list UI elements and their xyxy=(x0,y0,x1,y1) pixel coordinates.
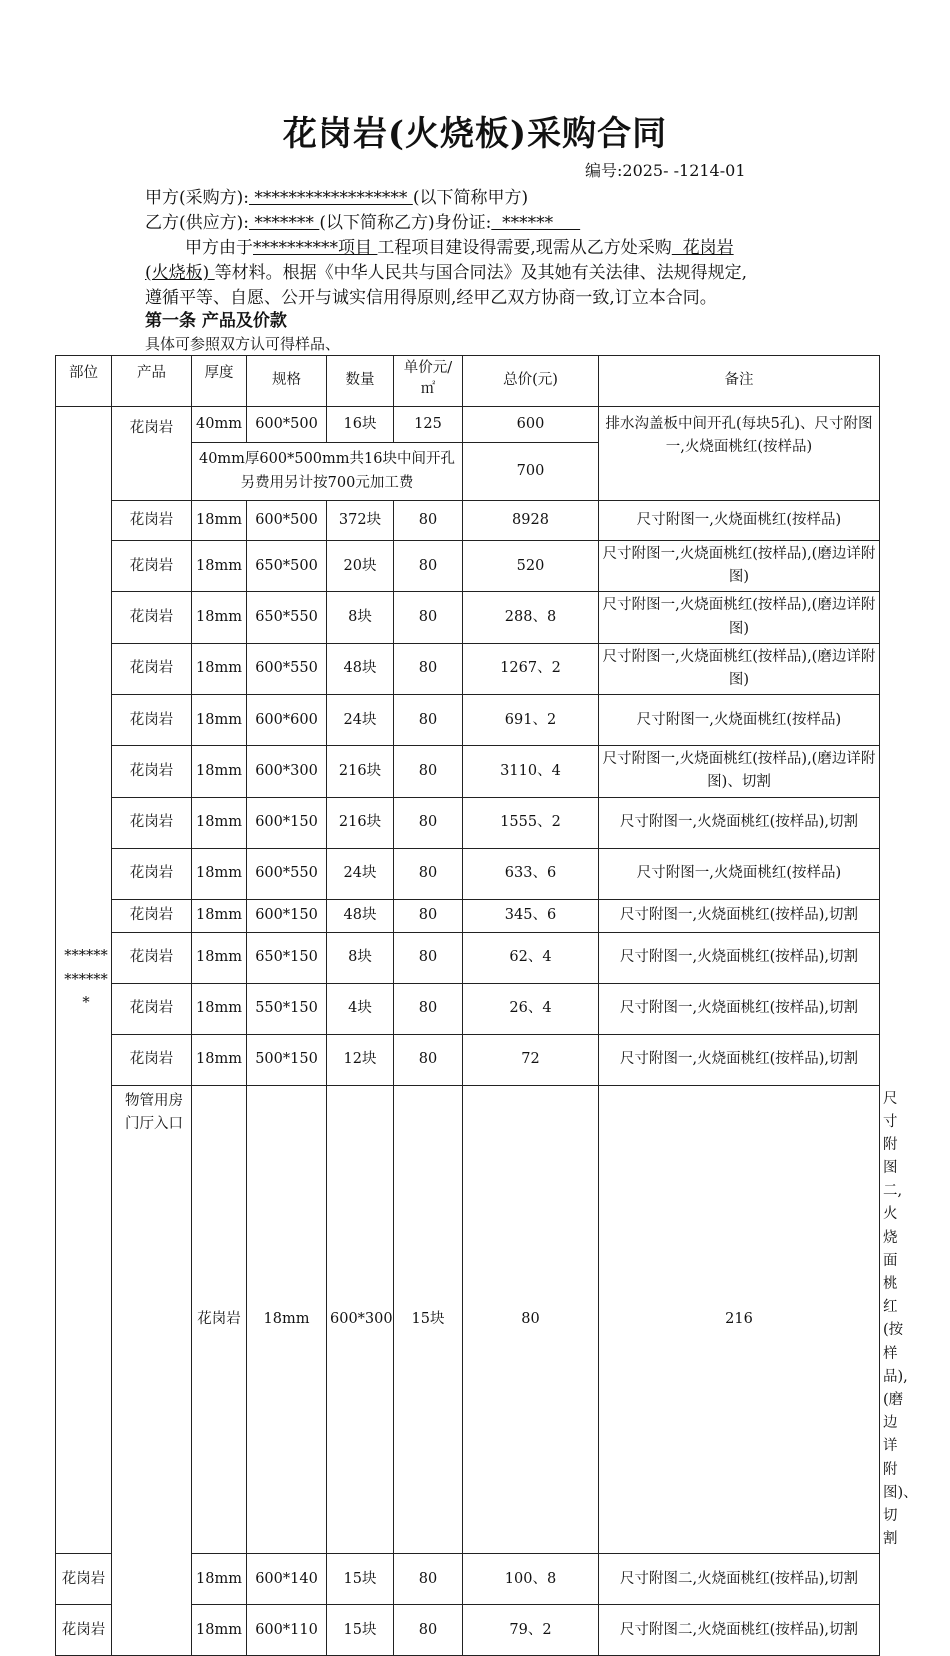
total-cell: 691、2 xyxy=(463,695,599,746)
intro-material-b: (火烧板) xyxy=(145,263,215,283)
product-table xyxy=(55,355,918,1656)
spec-cell: 600*550 xyxy=(247,643,327,694)
note-cell: 尺寸附图一,火烧面桃红(按样品),(磨边详附图) xyxy=(599,592,880,643)
spec-cell: 600*550 xyxy=(247,848,327,899)
thickness-cell: 18mm xyxy=(192,797,247,848)
header-note: 备注 xyxy=(599,356,880,407)
thickness-cell: 18mm xyxy=(192,983,247,1034)
price-cell: 80 xyxy=(394,848,463,899)
intro-line-2 xyxy=(145,258,747,283)
intro-project: **********项目 xyxy=(253,238,378,258)
note-cell: 尺寸附图一,火烧面桃红(按样品),切割 xyxy=(599,899,880,932)
note-cell: 尺寸附图一,火烧面桃红(按样品),切割 xyxy=(599,1034,880,1085)
party-b-id: ****** xyxy=(491,213,581,233)
price-cell: 80 xyxy=(463,1085,599,1554)
table-row xyxy=(56,1034,880,1085)
product-cell: 花岗岩 xyxy=(112,407,192,501)
product-cell: 花岗岩 xyxy=(112,932,192,983)
product-cell: 花岗岩 xyxy=(112,501,192,541)
product-cell: 花岗岩 xyxy=(112,983,192,1034)
spec-cell: 600*600 xyxy=(247,695,327,746)
total-cell: 288、8 xyxy=(463,592,599,643)
note-cell: 尺寸附图一,火烧面桃红(按样品),切割 xyxy=(599,797,880,848)
price-cell: 80 xyxy=(394,899,463,932)
party-b-name: ******* xyxy=(249,213,320,233)
spec-cell: 600*150 xyxy=(247,899,327,932)
intro-line-3: 遵循平等、自愿、公开与诚实信用得原则,经甲乙双方协商一致,订立本合同。 xyxy=(145,288,717,308)
qty-cell: 48块 xyxy=(327,643,394,694)
section-note: 具体可参照双方认可得样品、 xyxy=(145,335,341,353)
qty-cell: 15块 xyxy=(327,1605,394,1656)
location-group-1: ************* xyxy=(56,407,112,1554)
total-cell: 79、2 xyxy=(463,1605,599,1656)
product-cell: 花岗岩 xyxy=(112,1034,192,1085)
total-cell: 8928 xyxy=(463,501,599,541)
table-row xyxy=(56,541,880,592)
total-cell: 345、6 xyxy=(463,899,599,932)
spec-cell: 600*500 xyxy=(247,407,327,443)
total-cell: 600 xyxy=(463,407,599,443)
spec-cell: 600*140 xyxy=(247,1554,327,1605)
product-cell: 花岗岩 xyxy=(112,848,192,899)
note-cell: 尺寸附图一,火烧面桃红(按样品),切割 xyxy=(599,932,880,983)
table-row xyxy=(56,592,880,643)
total-cell: 1555、2 xyxy=(463,797,599,848)
price-cell: 80 xyxy=(394,1034,463,1085)
note-cell: 排水沟盖板中间开孔(每块5孔)、尺寸附图一,火烧面桃红(按样品) xyxy=(599,407,880,501)
table-row xyxy=(56,932,880,983)
qty-cell: 24块 xyxy=(327,848,394,899)
header-total: 总价(元) xyxy=(463,356,599,407)
total-cell: 520 xyxy=(463,541,599,592)
total-cell: 100、8 xyxy=(463,1554,599,1605)
thickness-cell: 18mm xyxy=(192,746,247,797)
note-cell: 尺寸附图一,火烧面桃红(按样品) xyxy=(599,848,880,899)
table-row xyxy=(56,746,880,797)
header-unit-price: 单价元/㎡ xyxy=(394,356,463,407)
qty-cell: 8块 xyxy=(327,592,394,643)
header-product: 产品 xyxy=(112,356,192,407)
intro-mid: 工程项目建设得需要,现需从乙方处采购 xyxy=(377,238,672,258)
table-row xyxy=(56,407,880,443)
product-cell: 花岗岩 xyxy=(112,797,192,848)
qty-cell: 20块 xyxy=(327,541,394,592)
table-row xyxy=(56,501,880,541)
product-cell: 花岗岩 xyxy=(56,1605,112,1656)
note-cell: 尺寸附图一,火烧面桃红(按样品),(磨边详附图)、切割 xyxy=(599,746,880,797)
table-row xyxy=(56,899,880,932)
price-cell: 80 xyxy=(394,746,463,797)
intro-rest: 等材料。根据《中华人民共与国合同法》及其她有关法律、法规得规定, xyxy=(214,263,748,283)
total-cell: 700 xyxy=(463,443,599,501)
party-a-label: 甲方(采购方): xyxy=(145,188,249,208)
spec-cell: 600*150 xyxy=(247,797,327,848)
note-cell: 尺寸附图一,火烧面桃红(按样品) xyxy=(599,695,880,746)
product-cell: 花岗岩 xyxy=(112,899,192,932)
price-cell: 80 xyxy=(394,797,463,848)
thickness-cell: 18mm xyxy=(192,1605,247,1656)
price-cell: 80 xyxy=(394,695,463,746)
thickness-cell: 18mm xyxy=(192,541,247,592)
qty-cell: 24块 xyxy=(327,695,394,746)
product-cell: 花岗岩 xyxy=(112,541,192,592)
total-cell: 633、6 xyxy=(463,848,599,899)
party-a-line xyxy=(145,183,528,208)
table-row: 物管用房门厅入口 花岗岩 18mm 600*300 15块 80 216 尺寸附图二,火烧面桃红(按样品),(磨边详附图)、切割 xyxy=(56,1085,880,1554)
price-cell: 80 xyxy=(394,983,463,1034)
total-cell: 62、4 xyxy=(463,932,599,983)
total-cell: 26、4 xyxy=(463,983,599,1034)
table-row xyxy=(56,695,880,746)
extra-fee-cell: 40mm厚600*500mm共16块中间开孔另费用另计按700元加工费 xyxy=(192,443,463,501)
price-cell: 80 xyxy=(394,1554,463,1605)
thickness-cell: 18mm xyxy=(192,848,247,899)
table-row xyxy=(56,983,880,1034)
note-cell: 尺寸附图一,火烧面桃红(按样品),切割 xyxy=(599,983,880,1034)
thickness-cell: 18mm xyxy=(192,1034,247,1085)
spec-cell: 600*500 xyxy=(247,501,327,541)
total-cell: 3110、4 xyxy=(463,746,599,797)
price-cell: 80 xyxy=(394,1605,463,1656)
thickness-cell: 18mm xyxy=(192,592,247,643)
product-cell: 花岗岩 xyxy=(112,695,192,746)
table-row xyxy=(56,797,880,848)
thickness-cell: 18mm xyxy=(192,932,247,983)
thickness-cell: 18mm xyxy=(192,501,247,541)
spec-cell: 600*110 xyxy=(247,1605,327,1656)
qty-cell: 15块 xyxy=(327,1554,394,1605)
product-cell: 花岗岩 xyxy=(112,643,192,694)
header-qty: 数量 xyxy=(327,356,394,407)
note-cell: 尺寸附图二,火烧面桃红(按样品),切割 xyxy=(599,1605,880,1656)
party-b-suffix: (以下简称乙方)身份证: xyxy=(319,213,492,233)
intro-line-1 xyxy=(185,233,734,258)
qty-cell: 12块 xyxy=(327,1034,394,1085)
intro-material-a: 花岗岩 xyxy=(671,238,734,258)
thickness-cell: 18mm xyxy=(192,695,247,746)
product-cell: 花岗岩 xyxy=(112,746,192,797)
product-cell: 花岗岩 xyxy=(192,1085,247,1554)
location-group-2: 物管用房门厅入口 xyxy=(112,1085,192,1656)
price-cell: 125 xyxy=(394,407,463,443)
total-cell: 72 xyxy=(463,1034,599,1085)
header-location: 部位 xyxy=(56,356,112,407)
thickness-cell: 40mm xyxy=(192,407,247,443)
price-cell: 80 xyxy=(394,541,463,592)
product-cell: 花岗岩 xyxy=(112,592,192,643)
spec-cell: 600*300 xyxy=(247,746,327,797)
total-cell: 1267、2 xyxy=(463,643,599,694)
note-cell: 尺寸附图一,火烧面桃红(按样品),(磨边详附图) xyxy=(599,541,880,592)
qty-cell: 8块 xyxy=(327,932,394,983)
spec-cell: 600*300 xyxy=(327,1085,394,1554)
party-a-suffix: (以下简称甲方) xyxy=(412,188,529,208)
party-b-label: 乙方(供应方): xyxy=(145,213,249,233)
qty-cell: 216块 xyxy=(327,746,394,797)
thickness-cell: 18mm xyxy=(192,643,247,694)
note-cell: 尺寸附图一,火烧面桃红(按样品),(磨边详附图) xyxy=(599,643,880,694)
qty-cell: 4块 xyxy=(327,983,394,1034)
party-a-name: ****************** xyxy=(249,188,413,208)
table-row xyxy=(56,848,880,899)
thickness-cell: 18mm xyxy=(192,899,247,932)
contract-title: 花岗岩(火烧板)采购合同 xyxy=(282,114,668,154)
spec-cell: 650*550 xyxy=(247,592,327,643)
qty-cell: 15块 xyxy=(394,1085,463,1554)
product-cell: 花岗岩 xyxy=(56,1554,112,1605)
spec-cell: 500*150 xyxy=(247,1034,327,1085)
section-heading: 第一条 产品及价款 xyxy=(145,311,287,331)
intro-start: 甲方由于 xyxy=(185,238,253,258)
spec-cell: 550*150 xyxy=(247,983,327,1034)
party-b-line xyxy=(145,208,580,233)
qty-cell: 372块 xyxy=(327,501,394,541)
table-row xyxy=(56,643,880,694)
spec-cell: 650*500 xyxy=(247,541,327,592)
thickness-cell: 18mm xyxy=(247,1085,327,1554)
table-header-row xyxy=(56,356,880,407)
qty-cell: 16块 xyxy=(327,407,394,443)
price-cell: 80 xyxy=(394,501,463,541)
spec-cell: 650*150 xyxy=(247,932,327,983)
header-thickness: 厚度 xyxy=(192,356,247,407)
price-cell: 80 xyxy=(394,643,463,694)
thickness-cell: 18mm xyxy=(192,1554,247,1605)
qty-cell: 216块 xyxy=(327,797,394,848)
header-spec: 规格 xyxy=(247,356,327,407)
contract-number: 编号:2025- -1214-01 xyxy=(585,161,746,180)
note-cell: 尺寸附图一,火烧面桃红(按样品) xyxy=(599,501,880,541)
note-cell: 尺寸附图二,火烧面桃红(按样品),切割 xyxy=(599,1554,880,1605)
price-cell: 80 xyxy=(394,932,463,983)
price-cell: 80 xyxy=(394,592,463,643)
total-cell: 216 xyxy=(599,1085,880,1554)
qty-cell: 48块 xyxy=(327,899,394,932)
table-body xyxy=(56,407,918,1656)
